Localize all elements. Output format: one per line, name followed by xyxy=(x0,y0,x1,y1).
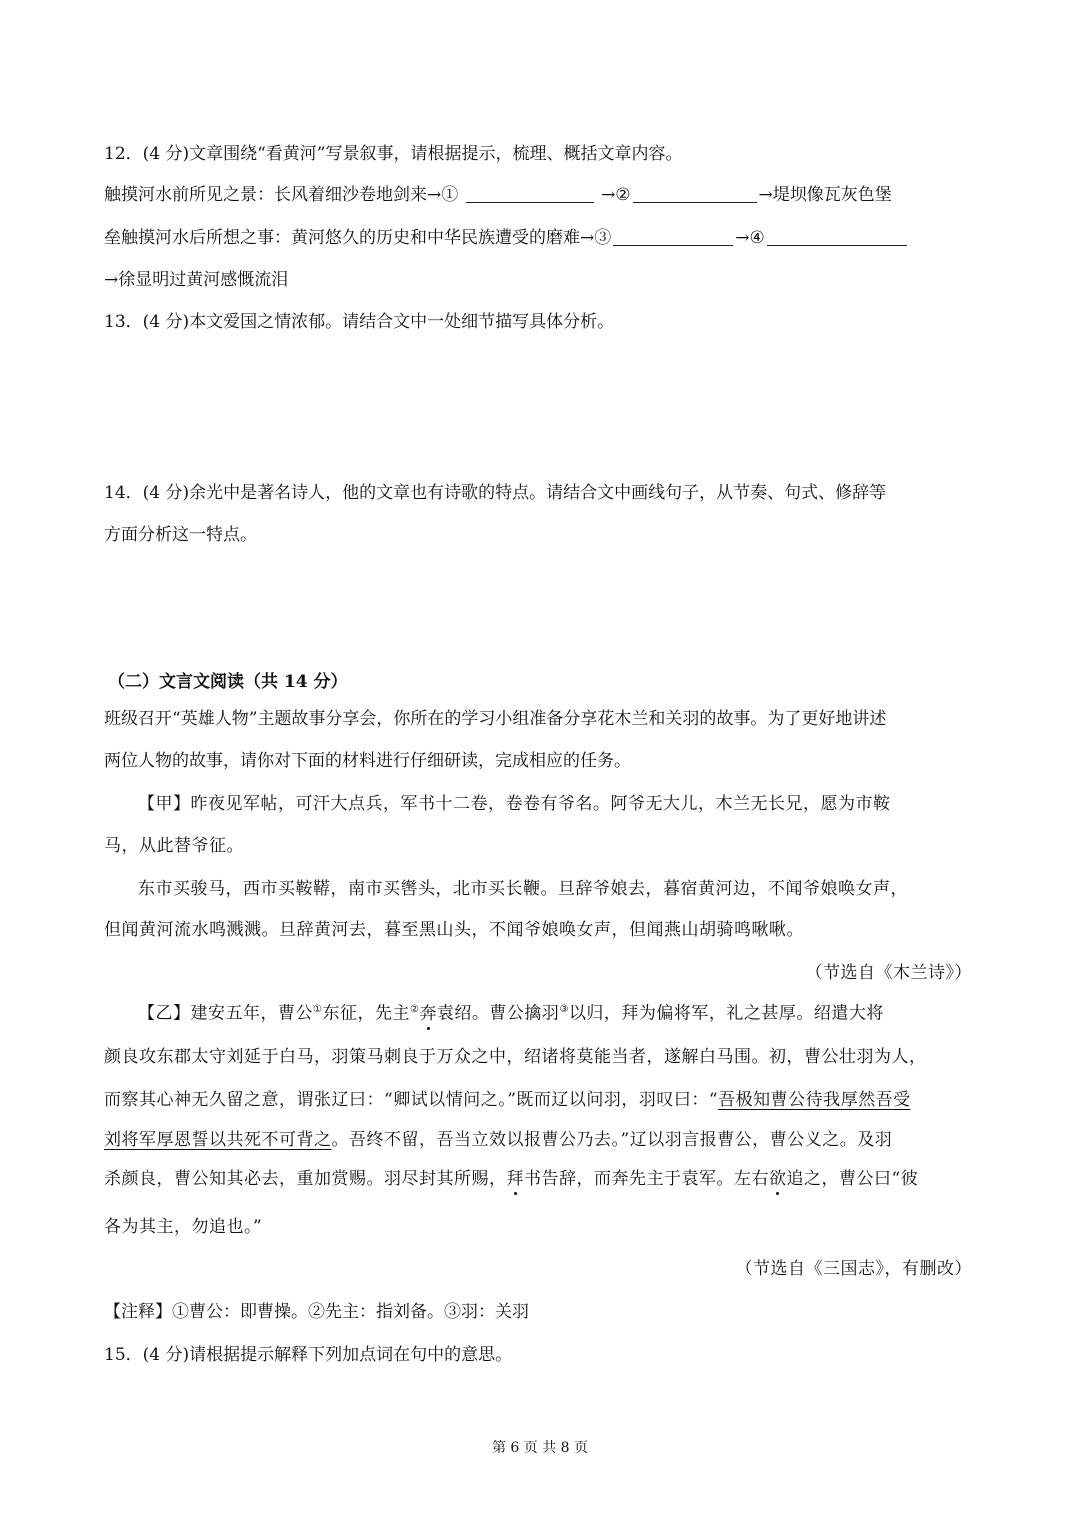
answer-blank-2[interactable] xyxy=(633,184,757,203)
yi-line5 xyxy=(104,1167,918,1191)
underlined-sentence-part1: 吾极知曹公待我厚然吾受 xyxy=(718,1090,911,1110)
q12-stem: 12．(4 分)文章围绕“看黄河”写景叙事，请根据提示，梳理、概括文章内容。 xyxy=(104,144,683,164)
yi-line3 xyxy=(104,1088,911,1112)
q12-line1 xyxy=(104,183,892,207)
q12-line3: →徐显明过黄河感慨流泪 xyxy=(104,270,289,290)
underlined-sentence-part2: 刘将军厚恩誓以共死不可背之 xyxy=(104,1130,332,1150)
jia-source: （节选自《木兰诗》） xyxy=(805,963,972,983)
note-ref-3: ③ xyxy=(559,1004,569,1015)
q14-line1: 14．(4 分)余光中是著名诗人，他的文章也有诗歌的特点。请结合文中画线句子，从节奏、句式、修辞等 xyxy=(104,483,887,503)
section-intro-2: 两位人物的故事，请你对下面的材料进行仔细研读，完成相应的任务。 xyxy=(104,751,631,771)
q12-line1-text-b: →② xyxy=(601,185,631,205)
yi-line2: 颜良攻东郡太守刘延于白马，羽策马刺良于万众之中，绍诸将莫能当者，遂解白马围。初，曹公壮羽为人， xyxy=(104,1047,927,1067)
yi-line1-b: 东征，先主 xyxy=(322,1003,410,1024)
jia-p2-line1: 东市买骏马，西市买鞍鞯，南市买辔头，北市买长鞭。旦辞爷娘去，暮宿黄河边，不闻爷娘唤女声， xyxy=(138,879,908,899)
answer-blank-3[interactable] xyxy=(613,227,733,246)
yi-source: （节选自《三国志》，有删改） xyxy=(735,1259,972,1279)
note-ref-1: ① xyxy=(313,1004,323,1015)
note-ref-2: ② xyxy=(409,1004,420,1015)
q12-line2 xyxy=(104,226,909,250)
q12-line1-text-c: →堤坝像瓦灰色堡 xyxy=(758,185,892,205)
yi-line1-c: 袁绍。曹公擒羽 xyxy=(436,1003,560,1024)
page-footer: 第 6 页 共 8 页 xyxy=(491,1440,589,1456)
jia-p1-line2: 马，从此替爷征。 xyxy=(104,836,244,856)
notes: 【注释】①曹公：即曹操。②先主：指刘备。③羽：关羽 xyxy=(104,1302,529,1322)
yi-line1-d: 以归，拜为偏将军，礼之甚厚。绍遣大将 xyxy=(568,1003,884,1024)
yi-line1-a: 【乙】建安五年，曹公 xyxy=(138,1003,313,1024)
yi-line5-b: 书告辞，而奔先主于袁军。左右 xyxy=(524,1169,769,1189)
yi-line5-a: 杀颜良，曹公知其必去，重加赏赐。羽尽封其所赐， xyxy=(104,1169,507,1189)
q12-line1-text-a: 触摸河水前所见之景：长风着细沙卷地剑来→① xyxy=(104,185,459,205)
dotted-word-bai: 拜 xyxy=(506,1169,524,1189)
jia-p2-line2: 但闻黄河流水鸣溅溅。旦辞黄河去，暮至黑山头，不闻爷娘唤女声，但闻燕山胡骑鸣啾啾。 xyxy=(104,920,804,940)
q12-line2-text-a: 垒触摸河水后所想之事：黄河悠久的历史和中华民族遭受的磨难→③ xyxy=(104,228,612,248)
yi-line4-b: 。吾终不留，吾当立效以报曹公乃去。”辽以羽言报曹公，曹公义之。及羽 xyxy=(331,1130,893,1150)
yi-line5-c: 追之，曹公曰“彼 xyxy=(786,1169,919,1189)
yi-line6: 各为其主，勿追也。” xyxy=(104,1217,263,1237)
jia-p1-line1: 【甲】昨夜见军帖，可汗大点兵，军书十二卷，卷卷有爷名。阿爷无大儿，木兰无长兄，愿为市鞍 xyxy=(138,794,891,814)
q14-line2: 方面分析这一特点。 xyxy=(104,525,257,545)
section-heading: （二）文言文阅读（共 14 分） xyxy=(108,672,348,692)
dotted-word-yu: 欲 xyxy=(769,1169,787,1189)
section-intro-1: 班级召开“英雄人物”主题故事分享会，你所在的学习小组准备分享花木兰和关羽的故事。为了更好地讲述 xyxy=(104,709,887,729)
yi-line4 xyxy=(104,1128,892,1152)
answer-blank-4[interactable] xyxy=(767,227,907,246)
yi-line3-a: 而察其心神无久留之意，谓张辽曰：“卿试以情问之。”既而辽以问羽，羽叹曰：“ xyxy=(104,1090,719,1110)
q13-stem: 13．(4 分)本文爱国之情浓郁。请结合文中一处细节描写具体分析。 xyxy=(104,312,615,332)
q15-stem: 15．(4 分)请根据提示解释下列加点词在句中的意思。 xyxy=(104,1345,513,1365)
yi-line1 xyxy=(138,998,884,1026)
q12-line2-text-b: →④ xyxy=(735,228,765,248)
dotted-word-ben: 奔 xyxy=(419,1003,437,1024)
answer-blank-1[interactable] xyxy=(466,184,594,203)
